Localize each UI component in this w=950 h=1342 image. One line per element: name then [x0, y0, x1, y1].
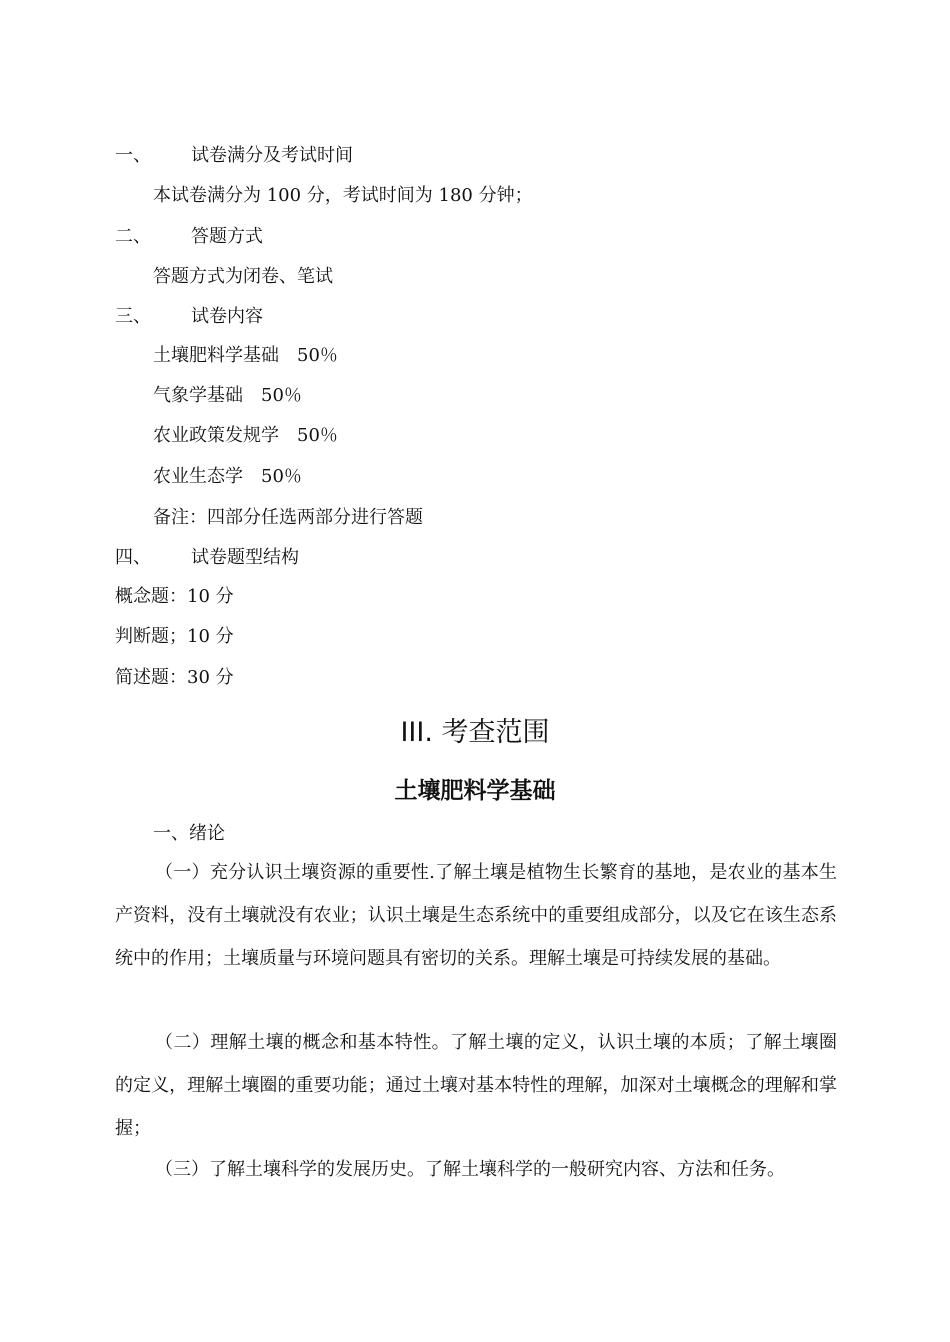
section-title: 试卷满分及考试时间	[191, 145, 353, 166]
section-title: 试卷题型结构	[191, 547, 299, 568]
content-item: 土壤肥料学基础 50％	[153, 345, 338, 366]
question-type-item: 概念题：10 分	[115, 586, 234, 607]
section-number: 三、	[115, 306, 151, 327]
section-title: 试卷内容	[191, 306, 263, 327]
section-number: 四、	[115, 547, 151, 568]
scope-paragraph: （三）了解土壤科学的发展历史。了解土壤科学的一般研究内容、方法和任务。	[155, 1159, 785, 1180]
content-note: 备注：四部分任选两部分进行答题	[153, 507, 423, 528]
scope-title: III. 考查范围	[400, 717, 550, 748]
section-number: 二、	[115, 226, 151, 247]
content-item: 农业政策发规学 50％	[153, 425, 338, 446]
scope-paragraph: （二）理解土壤的概念和基本特性。了解土壤的定义，认识土壤的本质；了解土壤圈的定义，理解土壤圈的重要功能；通过土壤对基本特性的理解，加深对土壤概念的理解和掌握；	[115, 1032, 837, 1139]
scope-subtitle: 土壤肥料学基础	[394, 778, 556, 804]
question-type-item: 判断题；10 分	[115, 626, 234, 647]
section-title: 答题方式	[191, 226, 263, 247]
intro-heading: 一、绪论	[153, 823, 225, 844]
section-number: 一、	[115, 145, 151, 166]
scope-paragraph: （一）充分认识土壤资源的重要性.了解土壤是植物生长繁育的基地，是农业的基本生产资料，没有土壤就没有农业；认识土壤是生态系统中的重要组成部分，以及它在该生态系统中的作用；土壤质量与环境问题具有密切的关系。理解土壤是可持续发展的基础。	[115, 862, 837, 969]
content-item: 气象学基础 50％	[153, 385, 302, 406]
question-type-item: 简述题：30 分	[115, 667, 234, 688]
content-item: 农业生态学 50％	[153, 466, 302, 487]
answer-method-text: 答题方式为闭卷、笔试	[153, 266, 333, 287]
exam-score-time-text: 本试卷满分为 100 分，考试时间为 180 分钟；	[153, 185, 533, 206]
